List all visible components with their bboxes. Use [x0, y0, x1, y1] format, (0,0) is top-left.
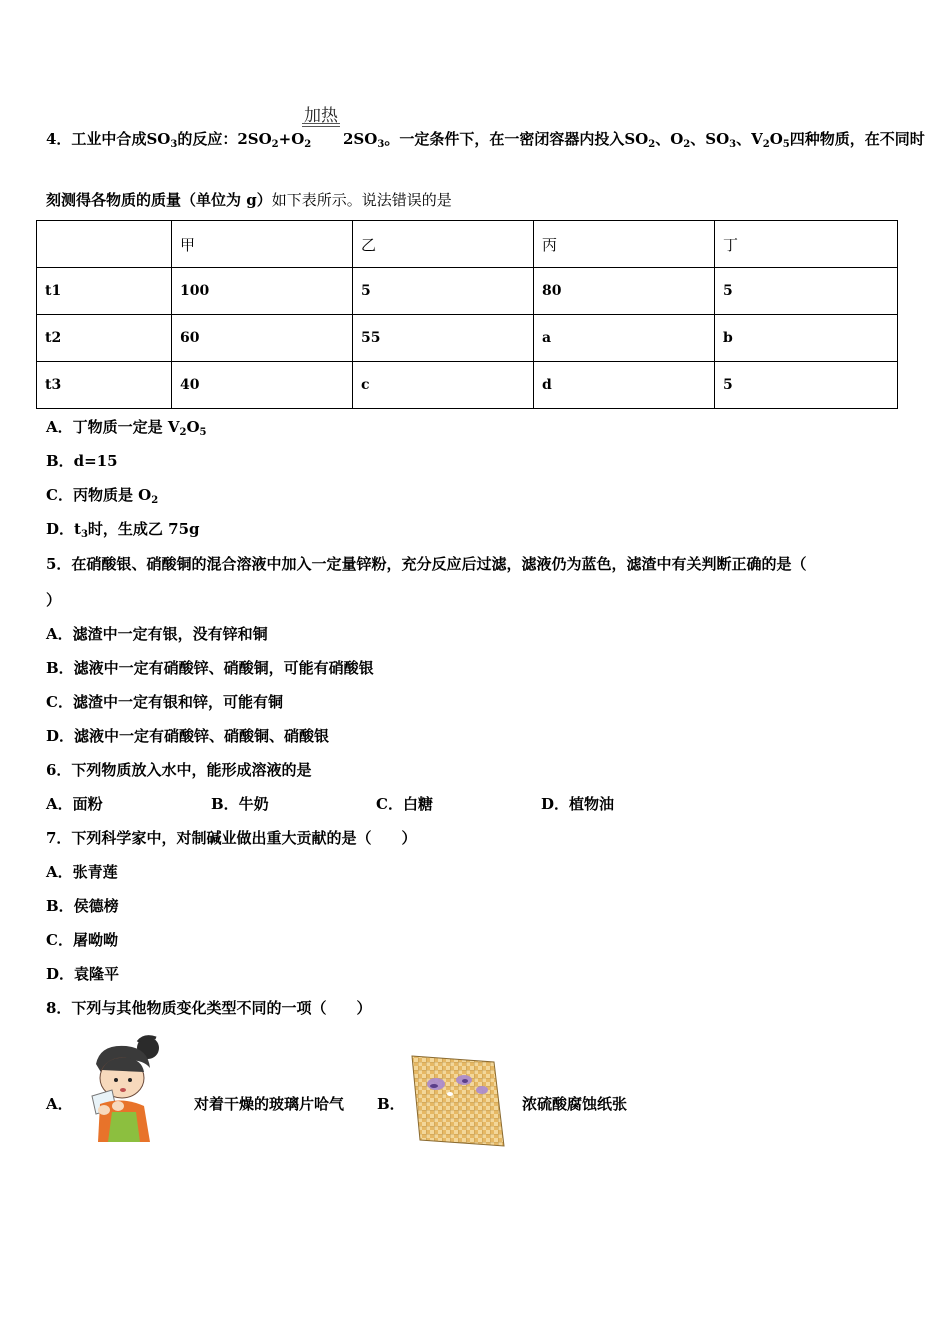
table-row [37, 268, 898, 315]
question-6-stem: 6．下列物质放入水中，能形成溶液的是 [46, 761, 312, 779]
table-header-cell: 乙 [353, 221, 534, 268]
table-header-row [37, 221, 898, 268]
question-4-stem-line1-cont: $2SO_3$。一定条件下，在一密闭容器内投入$SO_2$、$O_2$、$SO_3$、$V_2O_5$四种物质，在不同时 [343, 130, 925, 150]
table-header-cell [37, 221, 172, 268]
q8-option-b-text[interactable]: 浓硫酸腐蚀纸张 [522, 1095, 628, 1113]
q4-option-c[interactable]: C．丙物质是 $O_2$ [46, 486, 159, 506]
table-cell: c [353, 362, 534, 409]
table-cell: 5 [715, 268, 898, 315]
q5-option-a[interactable]: A．滤渣中一定有银，没有锌和铜 [46, 625, 268, 643]
corroded-paper-image [410, 1054, 506, 1150]
question-5-stem-line1: 5．在硝酸银、硝酸铜的混合溶液中加入一定量锌粉，充分反应后过滤，滤液仍为蓝色，滤渣中有关判断正确的是（ [46, 555, 807, 573]
q7-option-a[interactable]: A．张青莲 [46, 863, 118, 881]
table-cell: t1 [37, 268, 172, 315]
q5-option-c[interactable]: C．滤渣中一定有银和锌，可能有铜 [46, 693, 283, 711]
q5-option-d[interactable]: D．滤液中一定有硝酸锌、硝酸铜、硝酸银 [46, 727, 330, 745]
question-5-stem-line2: ） [46, 591, 62, 609]
table-cell: t2 [37, 315, 172, 362]
q5-option-b[interactable]: B．滤液中一定有硝酸锌、硝酸铜，可能有硝酸银 [46, 659, 374, 677]
question-4-stem-line1: 4．工业中合成$SO_3$的反应：$2SO_2+O_2$ [46, 130, 312, 150]
table-cell: 40 [172, 362, 353, 409]
table-cell: 55 [353, 315, 534, 362]
q7-option-b[interactable]: B．侯德榜 [46, 897, 119, 915]
table-header-cell: 丙 [534, 221, 715, 268]
table-row [37, 315, 898, 362]
table-cell: b [715, 315, 898, 362]
table-cell: 5 [715, 362, 898, 409]
q8-option-a-text[interactable]: 对着干燥的玻璃片哈气 [194, 1095, 345, 1113]
table-cell: t3 [37, 362, 172, 409]
table-header-cell: 丁 [715, 221, 898, 268]
table-cell: a [534, 315, 715, 362]
heating-condition-label: 加热 [304, 106, 338, 126]
table-cell: 100 [172, 268, 353, 315]
q8-option-a-label[interactable]: A． [46, 1095, 73, 1113]
table-row [37, 362, 898, 409]
question-8-stem: 8．下列与其他物质变化类型不同的一项（ ） [46, 999, 372, 1017]
mass-data-table [36, 220, 898, 409]
table-cell: 5 [353, 268, 534, 315]
table-cell: d [534, 362, 715, 409]
table-cell: 60 [172, 315, 353, 362]
girl-breathing-on-glass-image [78, 1034, 168, 1146]
q6-option-b[interactable]: B．牛奶 [211, 795, 269, 813]
question-7-stem: 7．下列科学家中，对制碱业做出重大贡献的是（ ） [46, 829, 417, 847]
table-cell: 80 [534, 268, 715, 315]
table-header-cell: 甲 [172, 221, 353, 268]
reaction-arrow-line-bottom [302, 126, 340, 127]
q4-option-d[interactable]: D．$t_3$时，生成乙 75g [46, 520, 200, 540]
q7-option-c[interactable]: C．屠呦呦 [46, 931, 118, 949]
q4-option-b[interactable]: B．d=15 [46, 452, 118, 470]
reaction-arrow-line-top [302, 123, 340, 124]
q8-option-b-label[interactable]: B． [377, 1095, 405, 1113]
q7-option-d[interactable]: D．袁隆平 [46, 965, 120, 983]
q6-option-d[interactable]: D．植物油 [541, 795, 615, 813]
q6-option-a[interactable]: A．面粉 [46, 795, 103, 813]
question-4-stem-line2: 刻测得各物质的质量（单位为 g）如下表所示。说法错误的是 [46, 191, 452, 209]
q4-option-a[interactable]: A．丁物质一定是 $V_2O_5$ [46, 418, 207, 438]
q6-option-c[interactable]: C．白糖 [376, 795, 433, 813]
